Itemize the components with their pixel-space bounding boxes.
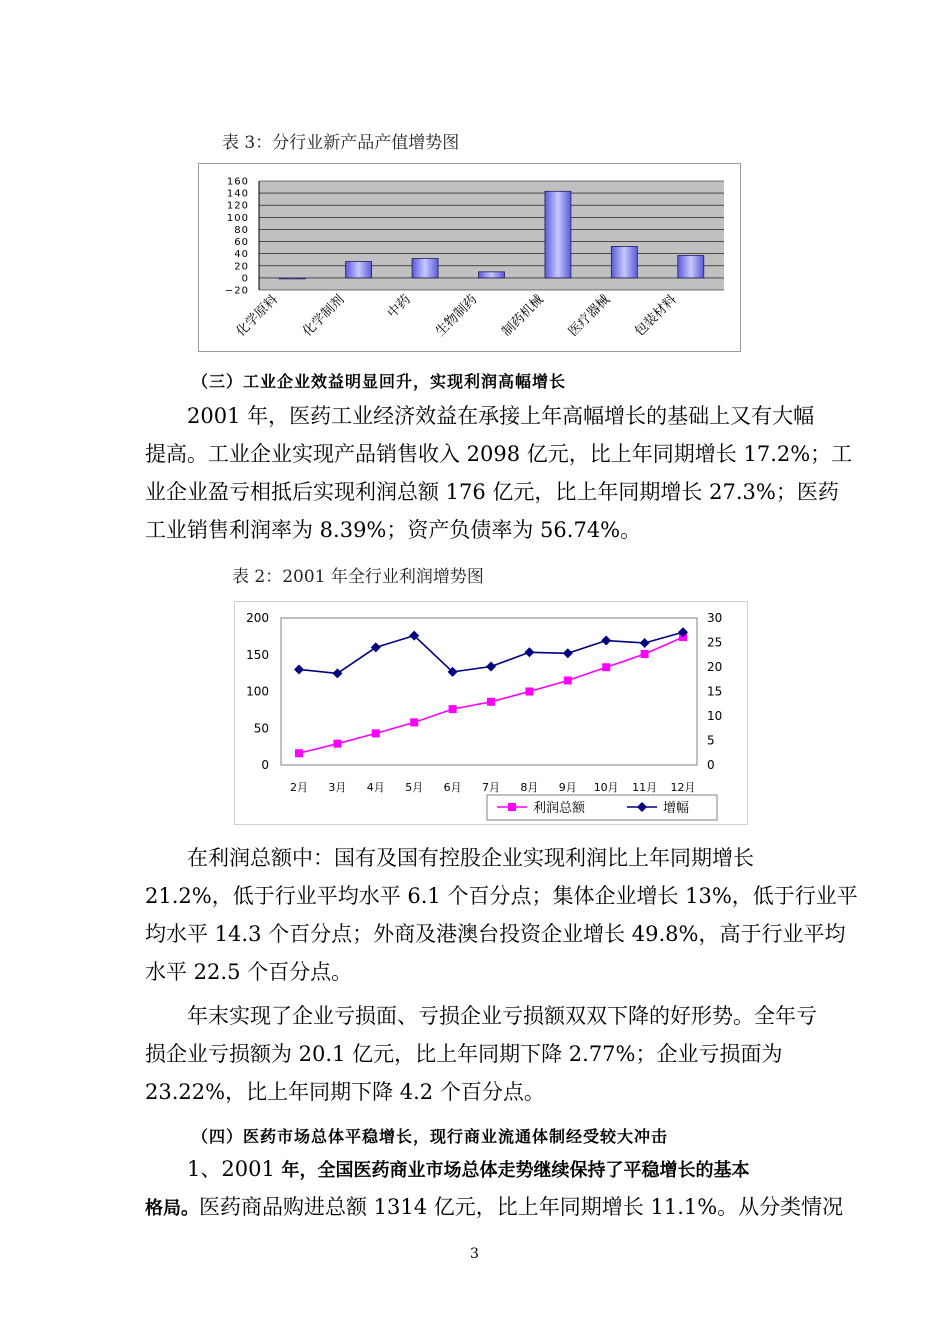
paragraph-line: 水平 22.5 个百分点。 [145,960,353,984]
growth-point [294,664,304,674]
y-tick-label: 40 [234,249,249,261]
paragraph-line: 2001 年，医药工业经济效益在承接上年高幅增长的基础上又有大幅 [187,404,815,428]
y-tick-label: 120 [226,200,249,212]
profit-point [487,698,495,706]
bar [279,278,305,279]
paragraph-bold-text: 格局。 [145,1198,199,1219]
left-y-tick-label: 100 [246,684,269,699]
profit-series-line [299,637,683,753]
section-heading-4: （四）医药市场总体平稳增长，现行商业流通体制经受较大冲击 [192,1127,669,1146]
x-tick-label: 化学原料 [233,292,282,340]
legend-profit-marker [508,803,516,811]
new-product-bar-chart [198,163,741,352]
paragraph-profit-growth [145,397,853,549]
paragraph-line: 提高。工业企业实现产品销售收入 2098 亿元，比上年同期增长 17.2%；工 [145,442,853,466]
x-tick-label: 8月 [520,781,539,794]
paragraph-line: 均水平 14.3 个百分点；外商及港澳台投资企业增长 49.8%，高于行业平均 [145,922,846,946]
x-tick-label: 12月 [670,781,696,794]
paragraph-text: 1、2001 [187,1157,282,1181]
paragraph-text: 医药商品购进总额 1314 亿元，比上年同期增长 11.1%。从分类情况 [199,1195,844,1219]
paragraph-line: 年末实现了企业亏损面、亏损企业亏损额双双下降的好形势。全年亏 [187,1004,817,1028]
right-y-tick-label: 0 [707,758,715,772]
page-number: 3 [470,1246,479,1262]
paragraph-profit-breakdown [145,839,858,991]
profit-line-chart [234,601,748,825]
paragraph-line: 业企业盈亏相抵后实现利润总额 176 亿元，比上年同期增长 27.3%；医药 [145,480,839,504]
bar [678,255,704,277]
profit-point [410,718,418,726]
paragraph-line: 损企业亏损额为 20.1 亿元，比上年同期下降 2.77%；企业亏损面为 [145,1042,783,1066]
x-tick-label: 6月 [443,781,462,794]
profit-point [372,729,380,737]
x-tick-label: 7月 [482,781,500,794]
paragraph-line: 21.2%，低于行业平均水平 6.1 个百分点；集体企业增长 13%，低于行业平 [145,884,858,908]
left-y-tick-label: 150 [246,647,269,662]
bar [611,246,637,277]
growth-point [601,636,611,646]
y-tick-label: 0 [241,273,249,285]
legend-growth-label: 增幅 [663,801,690,816]
x-tick-label: 5月 [405,781,424,794]
profit-point [641,650,649,658]
growth-point [524,647,534,657]
y-tick-label: 140 [226,188,249,200]
x-tick-label: 医疗器械 [565,292,614,340]
bar [479,272,505,278]
bar [346,262,372,278]
y-tick-label: −20 [224,285,249,297]
profit-point [333,740,341,748]
right-y-tick-label: 10 [707,709,723,723]
growth-point [371,642,381,652]
paragraph-line: 在利润总额中：国有及国有控股企业实现利润比上年同期增长 [187,846,754,870]
x-tick-label: 生物制药 [432,292,481,340]
x-tick-label: 9月 [558,781,577,794]
table2-caption: 表 2：2001 年全行业利润增势图 [232,567,484,587]
growth-point [486,662,496,672]
paragraph-market [145,1150,850,1226]
y-tick-label: 20 [234,261,249,273]
growth-point [640,638,650,648]
section-heading-3: （三）工业企业效益明显回升，实现利润高幅增长 [192,372,567,391]
right-y-tick-label: 15 [707,684,723,699]
x-tick-label: 4月 [366,781,385,794]
y-tick-label: 160 [226,176,249,188]
profit-point [602,663,610,671]
x-tick-label: 11月 [632,781,658,794]
growth-point [332,668,342,678]
x-tick-label: 化学制剂 [300,292,348,340]
right-y-tick-label: 25 [707,635,723,650]
right-y-tick-label: 30 [707,611,723,625]
paragraph-line [145,1150,850,1188]
profit-point [525,688,533,696]
line-chart-svg [235,602,747,824]
left-y-tick-label: 200 [246,611,269,625]
paragraph-losses [145,997,850,1111]
legend-profit-label: 利润总额 [533,801,586,816]
right-y-tick-label: 20 [707,660,723,674]
paragraph-bold-text: 年，全国医药商业市场总体走势继续保持了平稳增长的基本 [281,1160,750,1181]
y-tick-label: 60 [234,237,249,249]
paragraph-line [145,1188,850,1226]
y-tick-label: 80 [234,224,249,236]
table3-caption: 表 3：分行业新产品产值增势图 [222,133,460,153]
bar [545,191,571,278]
x-tick-label: 10月 [593,781,619,794]
x-tick-label: 2月 [290,781,308,794]
profit-point [564,676,572,684]
bar [412,259,438,278]
bar-chart-svg [199,164,740,351]
left-y-tick-label: 0 [261,758,269,772]
profit-point [295,749,303,757]
growth-point [563,648,573,658]
x-tick-label: 中药 [384,292,414,322]
left-y-tick-label: 50 [253,721,269,736]
right-y-tick-label: 5 [707,733,715,748]
plot-area [281,618,697,765]
y-tick-label: 100 [226,212,249,224]
paragraph-line: 工业销售利润率为 8.39%；资产负债率为 56.74%。 [145,518,642,542]
x-tick-label: 包装材料 [632,292,680,340]
x-tick-label: 制药机械 [499,292,547,340]
paragraph-line: 23.22%，比上年同期下降 4.2 个百分点。 [145,1080,545,1104]
x-tick-label: 3月 [328,781,347,794]
profit-point [449,705,457,713]
